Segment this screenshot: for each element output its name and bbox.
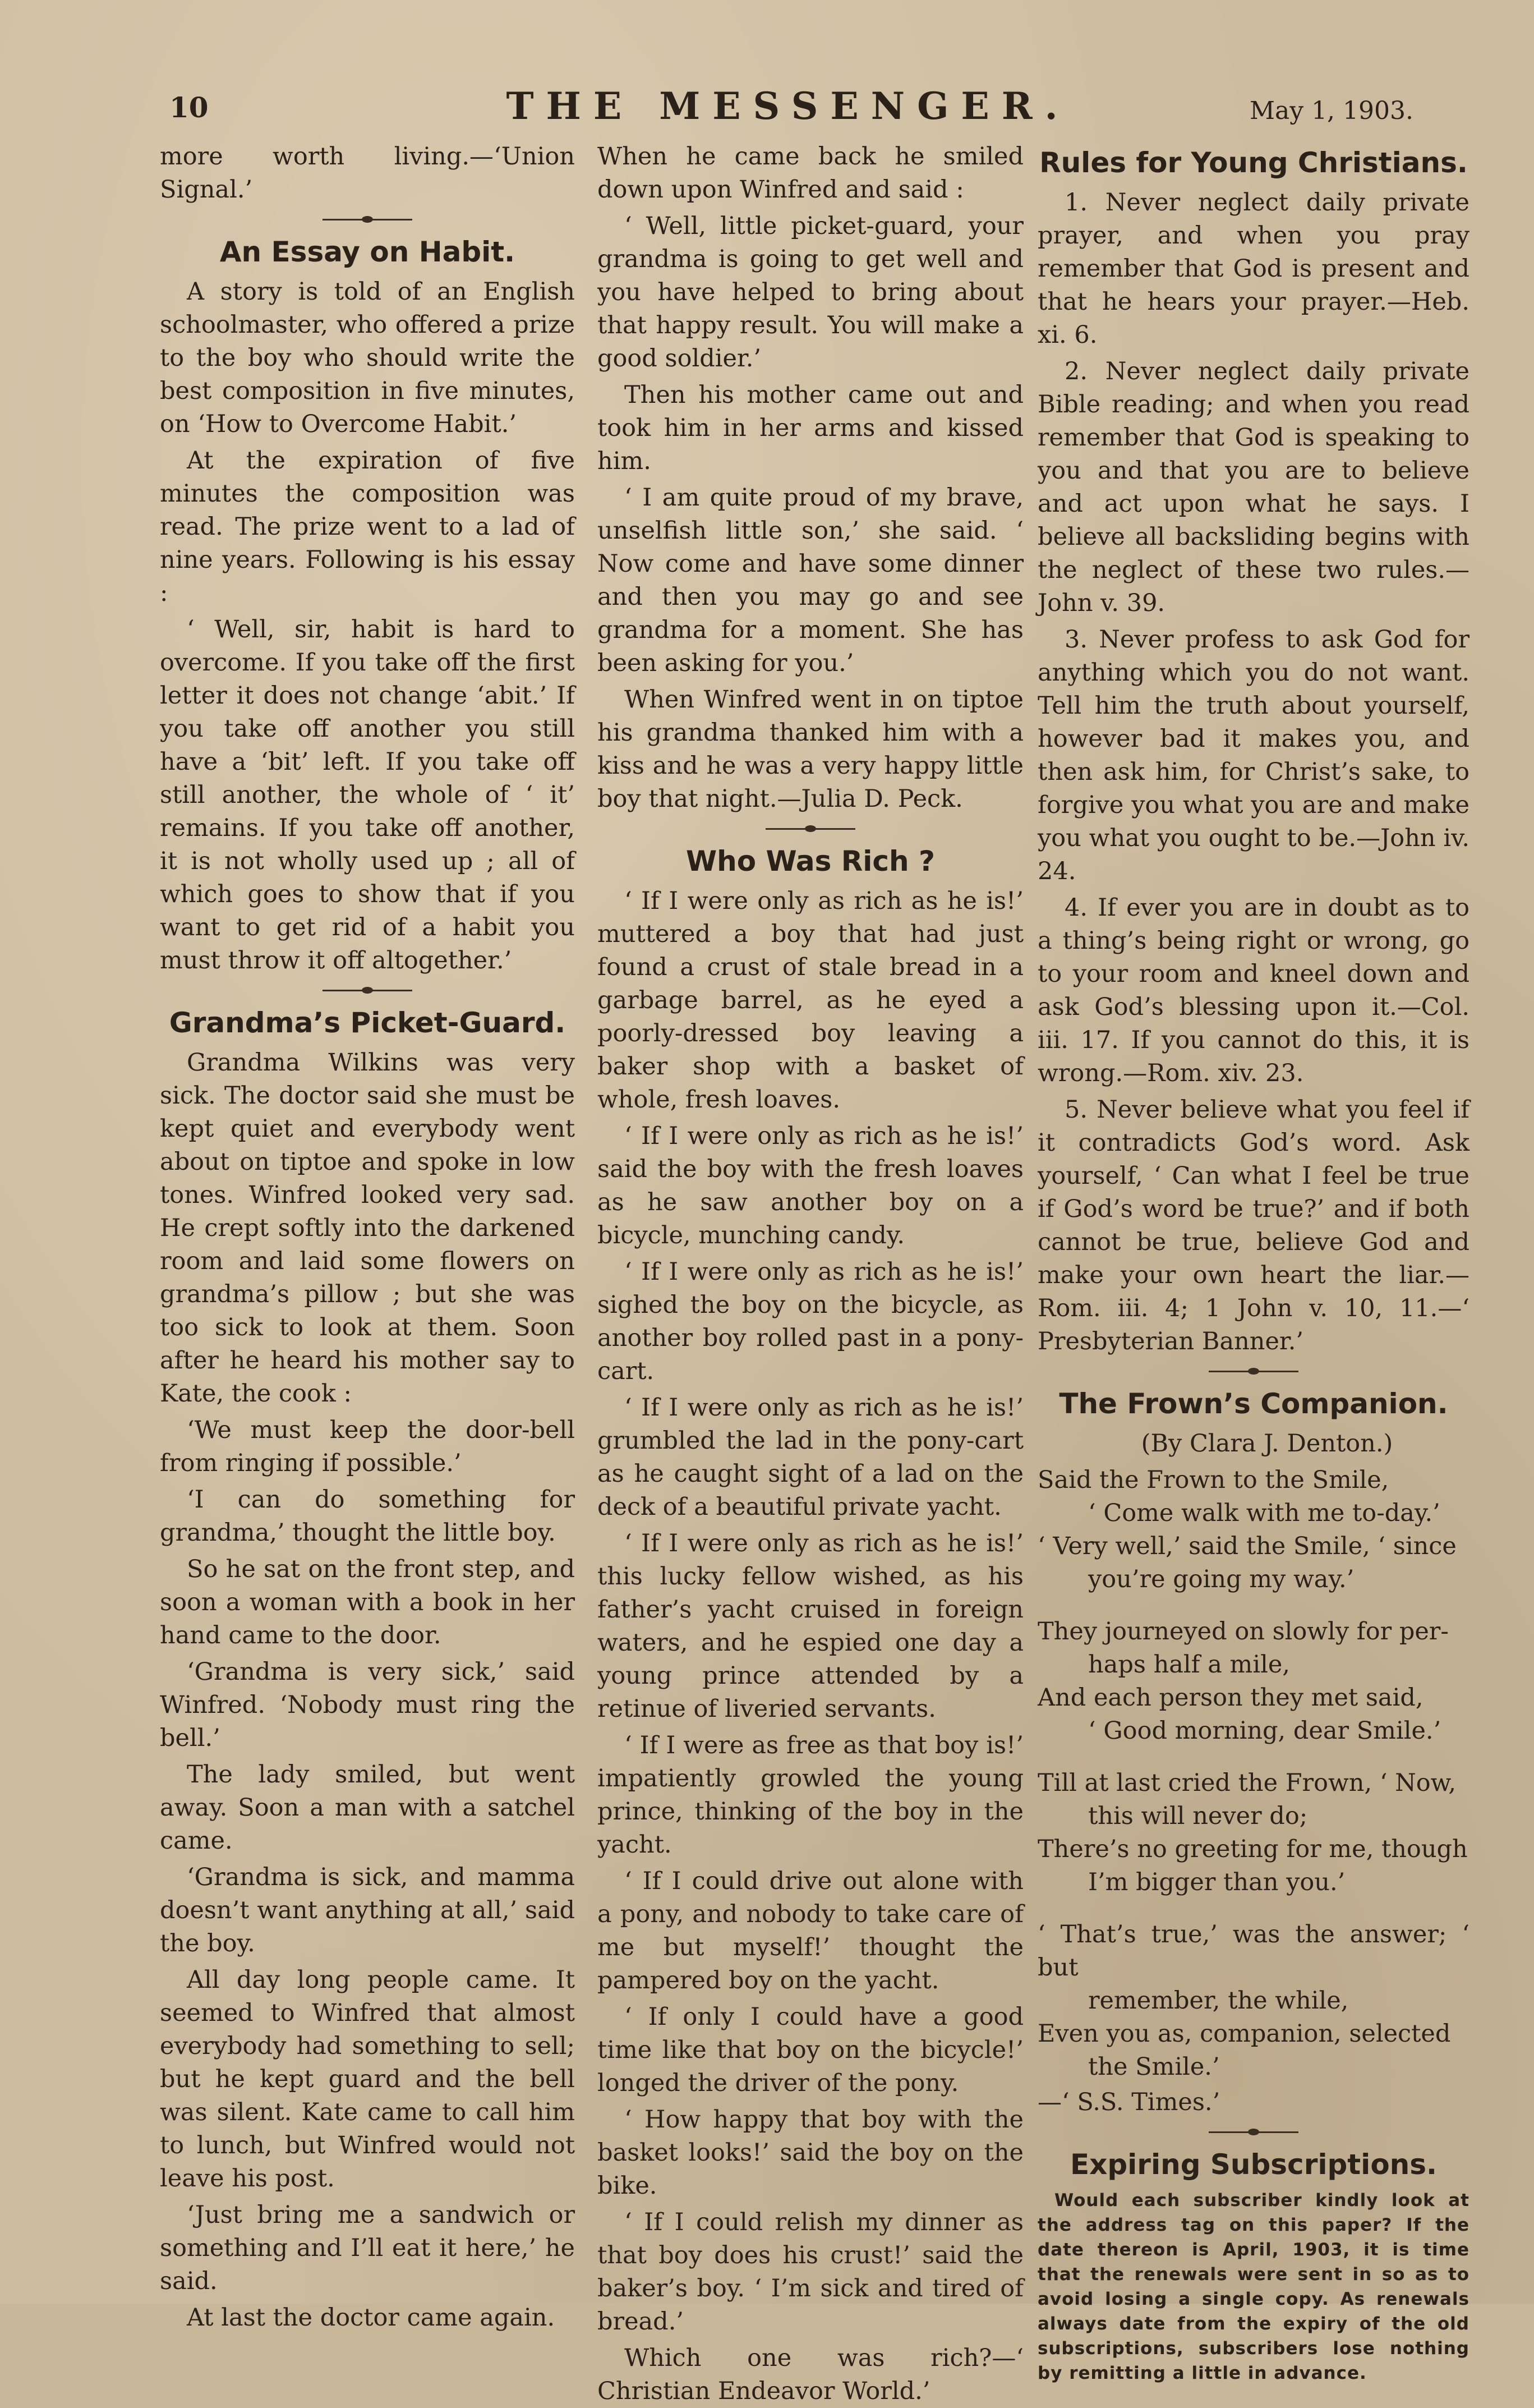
article-paragraph: 1. Never neglect daily private prayer, and when you pray remember that God is present and that he hears your prayer.—Heb. xi. 6. <box>1038 189 1469 349</box>
section-divider <box>766 828 855 830</box>
poem-byline: (By Clara J. Denton.) <box>1141 1430 1393 1458</box>
article-title-essay-on-habit: An Essay on Habit. <box>219 236 515 268</box>
article-title-rules-for-young-christians: Rules for Young Christians. <box>1039 146 1468 179</box>
poem-stanza <box>1038 1767 1469 1899</box>
article-paragraph: ‘ Well, sir, habit is hard to overcome. If you take off the first letter it does not change ‘abit.’ If you take off another you still have a ‘bit’ left. If you take off still another, the whole of ‘ it’ remains. If you take off another, it is not wholly used up ; all of which goes to show that if you want to get rid of a habit you must throw it off altogether.’ <box>160 615 575 975</box>
poem-line: Said the Frown to the Smile, <box>1038 1466 1389 1494</box>
continued-text: more worth living.—‘Union Signal.’ <box>160 143 575 204</box>
article-title-who-was-rich: Who Was Rich ? <box>685 845 936 877</box>
article-paragraph: Grandma Wilkins was very sick. The doctor said she must be kept quiet and everybody went about on tiptoe and spoke in low tones. Winfred looked very sad. He crept softly into the darkened room and laid some flowers on grandma’s pillow ; but she was too sick to look at them. Soon after he heard his mother say to Kate, the cook : <box>160 1049 575 1408</box>
article-paragraph: ‘Just bring me a sandwich or something and I’ll eat it here,’ he said. <box>160 2201 575 2295</box>
article-paragraph: 5. Never believe what you feel if it contradicts God’s word. Ask yourself, ‘ Can what I feel be true if God’s word be true?’ and if both cannot be true, believe God and make your own heart the liar.—Rom. iii. 4; 1 John v. 10, 11.—‘ Presbyterian Banner.’ <box>1038 1096 1469 1355</box>
article-paragraph: ‘ If I were only as rich as he is!’ muttered a boy that had just found a crust of stale bread in a garbage barrel, as he eyed a poorly-dressed boy leaving a baker shop with a basket of whole, fresh loaves. <box>597 887 1024 1114</box>
article-paragraph: So he sat on the front step, and soon a woman with a book in her hand came to the door. <box>160 1555 575 1649</box>
poem-line: And each person they met said, <box>1038 1684 1424 1712</box>
article-title-grandmas-picket-guard: Grandma’s Picket-Guard. <box>169 1007 566 1039</box>
notice-text: Would each subscriber kindly look at the address tag on this paper? If the date thereon is April, 1903, it is time that the renewals were sent in so as to avoid losing a single copy. As renewals always date from the expiry of the old subscriptions, subscribers lose nothing by remitting a little in advance. <box>1038 2190 1469 2383</box>
poem-line: They journeyed on slowly for per- <box>1038 1617 1449 1646</box>
article-paragraph: 2. Never neglect daily private Bible reading; and when you read remember that God is speaking to you and that you are to believe and act upon what he says. I believe all backsliding begins with the neglect of these two rules.—John v. 39. <box>1038 357 1469 617</box>
article-paragraph: When he came back he smiled down upon Winfred and said : <box>597 143 1024 204</box>
poem-line: remember, the while, <box>1088 1987 1349 2015</box>
article-title-frowns-companion: The Frown’s Companion. <box>1059 1387 1448 1420</box>
article-paragraph: When Winfred went in on tiptoe his grandma thanked him with a kiss and he was a very happy little boy that night.—Julia D. Peck. <box>597 686 1024 813</box>
article-paragraph: ‘ If only I could have a good time like that boy on the bicycle!’ longed the driver of the pony. <box>597 2003 1024 2097</box>
poem-line: you’re going my way.’ <box>1088 1565 1355 1593</box>
article-paragraph: ‘We must keep the door-bell from ringing if possible.’ <box>160 1416 575 1477</box>
article-paragraph: All day long people came. It seemed to Winfred that almost everybody had something to sell; but he kept guard and the bell was silent. Kate came to call him to lunch, but Winfred would not leave his post. <box>160 1966 575 2193</box>
poem-stanza <box>1038 1918 1469 2084</box>
article-paragraph: Which one was rich?—‘ Christian Endeavor World.’ <box>597 2344 1024 2405</box>
article-paragraph: ‘ If I were only as rich as he is!’ said the boy with the fresh loaves as he saw another boy on a bicycle, munching candy. <box>597 1122 1024 1249</box>
poem <box>1038 1464 1469 2119</box>
notice-title-expiring-subscriptions: Expiring Subscriptions. <box>1070 2148 1438 2181</box>
page-number: 10 <box>169 91 209 124</box>
article-paragraph: ‘ Well, little picket-guard, your grandma is going to get well and you have helped to bring about that happy result. You will make a good soldier.’ <box>597 212 1024 373</box>
article-paragraph: ‘ If I could drive out alone with a pony, and nobody to take care of me but myself!’ thought the pampered boy on the yacht. <box>597 1867 1024 1995</box>
column-1 <box>160 140 575 2332</box>
poem-line: ‘ Come walk with me to-day.’ <box>1088 1499 1440 1527</box>
section-divider <box>1209 1371 1298 1372</box>
column-3 <box>1038 140 1469 2383</box>
poem-line: haps half a mile, <box>1088 1651 1290 1679</box>
article-paragraph: ‘ If I were only as rich as he is!’ sighed the boy on the bicycle, as another boy rolled past in a pony-cart. <box>597 1258 1024 1385</box>
poem-line: this will never do; <box>1088 1802 1308 1830</box>
poem-stanza <box>1038 1464 1469 1596</box>
issue-date: May 1, 1903. <box>1249 96 1413 125</box>
article-paragraph: ‘ If I were only as rich as he is!’ grumbled the lad in the pony-cart as he caught sight of a lad on the deck of a beautiful private yacht. <box>597 1394 1024 1521</box>
poem-line: Even you as, companion, selected <box>1038 2020 1451 2048</box>
poem-line: ‘ Very well,’ said the Smile, ‘ since <box>1038 1532 1457 1560</box>
column-2 <box>597 140 1024 2405</box>
article-paragraph: ‘ If I were only as rich as he is!’ this lucky fellow wished, as his father’s yacht cruised in foreign waters, and he espied one day a young prince attended by a retinue of liveried servants. <box>597 1529 1024 1723</box>
article-paragraph: Then his mother came out and took him in her arms and kissed him. <box>597 381 1024 475</box>
article-paragraph: ‘ If I were as free as that boy is!’ impatiently growled the young prince, thinking of the boy in the yacht. <box>597 1731 1024 1859</box>
newspaper-title: THE MESSENGER. <box>506 84 1070 128</box>
poem-line: Till at last cried the Frown, ‘ Now, <box>1038 1769 1457 1797</box>
article-paragraph: 4. If ever you are in doubt as to a thing’s being right or wrong, go to your room and kneel down and ask God’s blessing upon it.—Col. iii. 17. If you cannot do this, it is wrong.—Rom. xiv. 23. <box>1038 894 1469 1087</box>
article-paragraph: ‘Grandma is very sick,’ said Winfred. ‘Nobody must ring the bell.’ <box>160 1658 575 1752</box>
poem-stanza <box>1038 1615 1469 1748</box>
article-paragraph: ‘ If I could relish my dinner as that boy does his crust!’ said the baker’s boy. ‘ I’m sick and tired of bread.’ <box>597 2208 1024 2336</box>
article-paragraph: 3. Never profess to ask God for anything which you do not want. Tell him the truth about yourself, however bad it makes you, and then ask him, for Christ’s sake, to forgive you what you are and make you what you ought to be.—John iv. 24. <box>1038 626 1469 885</box>
article-paragraph: At last the doctor came again. <box>187 2304 555 2332</box>
section-divider <box>1209 2131 1298 2133</box>
article-paragraph: At the expiration of five minutes the composition was read. The prize went to a lad of nine years. Following is his essay : <box>160 447 575 607</box>
article-paragraph: A story is told of an English schoolmaster, who offered a prize to the boy who should write the best composition in five minutes, on ‘How to Overcome Habit.’ <box>160 278 575 438</box>
article-paragraph: ‘ How happy that boy with the basket looks!’ said the boy on the bike. <box>597 2106 1024 2200</box>
article-paragraph: The lady smiled, but went away. Soon a man with a satchel came. <box>160 1761 575 1855</box>
section-divider <box>323 990 412 991</box>
poem-line: ‘ Good morning, dear Smile.’ <box>1088 1717 1441 1745</box>
poem-line: ‘ That’s true,’ was the answer; ‘ but <box>1038 1920 1469 1982</box>
article-paragraph: ‘ I am quite proud of my brave, unselfish little son,’ she said. ‘ Now come and have some dinner and then you may go and see grandma for a moment. She has been asking for you.’ <box>597 484 1024 677</box>
masthead <box>163 84 1413 140</box>
article-paragraph: ‘I can do something for grandma,’ thought the little boy. <box>160 1486 575 1547</box>
poem-source: —‘ S.S. Times.’ <box>1038 2088 1220 2116</box>
article-paragraph: ‘Grandma is sick, and mamma doesn’t want anything at all,’ said the boy. <box>160 1863 575 1957</box>
poem-line: I’m bigger than you.’ <box>1088 1868 1346 1896</box>
poem-line: There’s no greeting for me, though <box>1038 1835 1468 1863</box>
section-divider <box>323 219 412 220</box>
poem-line: the Smile.’ <box>1088 2053 1220 2081</box>
